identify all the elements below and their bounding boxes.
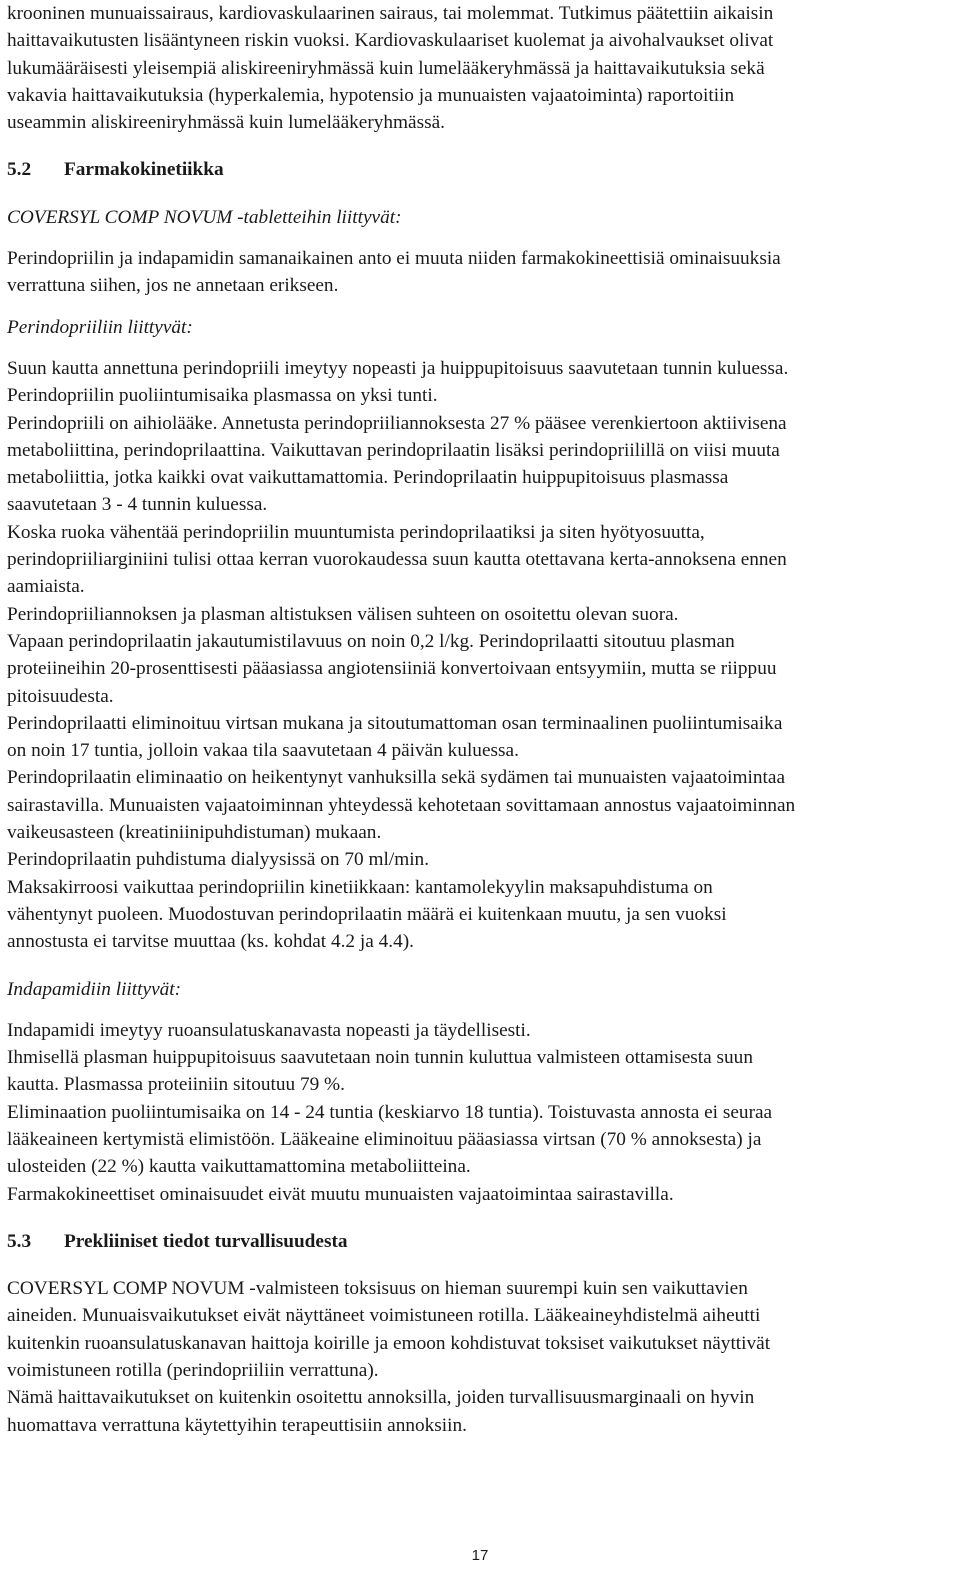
combination-paragraph	[7, 245, 952, 300]
section-heading-5-3	[7, 1228, 952, 1255]
text-line: Eliminaation puoliintumisaika on 14 - 24 tuntia (keskiarvo 18 tuntia). Toistuvasta annosta ei seuraa	[7, 1101, 773, 1123]
text-line: pitoisuudesta.	[7, 685, 114, 707]
text-line: vähentynyt puoleen. Muodostuvan perindoprilaatin määrä ei kuitenkaan muutu, ja sen vuoksi	[7, 903, 727, 925]
text-line: kuitenkin ruoansulatuskanavan haittoja koirille ja emoon kohdistuvat toksiset vaikutukset näyttivät	[7, 1332, 771, 1354]
text-line: Suun kautta annettuna perindopriili imeytyy nopeasti ja huippupitoisuus saavutetaan tunnin kuluessa.	[7, 357, 789, 379]
text-line: saavutetaan 3 - 4 tunnin kuluessa.	[7, 494, 268, 516]
section-title: Prekliiniset tiedot turvallisuudesta	[64, 1230, 348, 1252]
text-line: vakavia haittavaikutuksia (hyperkalemia, hypotensio ja munuaisten vajaatoiminta) raportoitiin	[7, 84, 735, 106]
indapamide-paragraph	[7, 1017, 952, 1208]
document-page	[7, 0, 952, 1439]
text-line: aamiaista.	[7, 576, 85, 598]
text-line: proteiineihin 20-prosenttisesti pääasiassa angiotensiiniä konvertoivaan entsyymiin, mutta se riippuu	[7, 658, 777, 680]
text-line: Farmakokineettiset ominaisuudet eivät muutu munuaisten vajaatoimintaa sairastavilla.	[7, 1183, 674, 1205]
text-line: Perindopriili on aihiolääke. Annetusta perindopriiliannoksesta 27 % pääsee verenkiertoon aktiivisena	[7, 412, 787, 434]
text-line: Ihmisellä plasman huippupitoisuus saavutetaan noin tunnin kuluttua valmisteen ottamisesta suun	[7, 1047, 753, 1069]
text-line: Indapamidi imeytyy ruoansulatuskanavasta nopeasti ja täydellisesti.	[7, 1019, 531, 1041]
text-line: ulosteiden (22 %) kautta vaikuttamattomina metaboliitteina.	[7, 1156, 471, 1178]
text-line: Perindopriiliannoksen ja plasman altistuksen välisen suhteen on osoitettu olevan suora.	[7, 603, 679, 625]
text-line: Perindoprilaatin puhdistuma dialyysissä on 70 ml/min.	[7, 849, 430, 871]
section-title: Farmakokinetiikka	[64, 159, 224, 181]
preclinical-paragraph	[7, 1275, 952, 1439]
subheading-perindopril: Perindopriiliin liittyvät:	[7, 316, 193, 338]
text-line: haittavaikutusten lisääntyneen riskin vuoksi. Kardiovaskulaariset kuolemat ja aivohalvaukset olivat	[7, 30, 774, 52]
text-line: useammin aliskireeniryhmässä kuin lumelääkeryhmässä.	[7, 112, 445, 134]
text-line: Perindoprilaatti eliminoituu virtsan mukana ja sitoutumattoman osan terminaalinen puoliintumisaika	[7, 712, 783, 734]
text-line: COVERSYL COMP NOVUM -valmisteen toksisuus on hieman suurempi kuin sen vaikuttavien	[7, 1278, 748, 1300]
text-line: kautta. Plasmassa proteiiniin sitoutuu 79 %.	[7, 1074, 345, 1096]
text-line: lääkeaineen kertymistä elimistöön. Lääkeaine eliminoituu pääasiassa virtsan (70 % annoksesta) ja	[7, 1128, 762, 1150]
text-line: Koska ruoka vähentää perindopriilin muuntumista perindoprilaatiksi ja siten hyötyosuutta,	[7, 521, 705, 543]
text-line: Nämä haittavaikutukset on kuitenkin osoitettu annoksilla, joiden turvallisuusmarginaali on hyvin	[7, 1387, 755, 1409]
text-line: lukumääräisesti yleisempiä aliskireeniryhmässä kuin lumelääkeryhmässä ja haittavaikutuksia sekä	[7, 57, 765, 79]
text-line: Maksakirroosi vaikuttaa perindopriilin kinetiikkaan: kantamolekyylin maksapuhdistuma on	[7, 876, 713, 898]
text-line: aineiden. Munuaisvaikutukset eivät näyttäneet voimistuneen rotilla. Lääkeaineyhdistelmä aiheutti	[7, 1305, 761, 1327]
text-line: Perindopriilin ja indapamidin samanaikainen anto ei muuta niiden farmakokineettisiä ominaisuuksia	[7, 248, 781, 270]
text-line: perindopriiliarginiini tulisi ottaa kerran vuorokaudessa suun kautta otettavana kerta-annoksena ennen	[7, 549, 787, 571]
text-line: on noin 17 tuntia, jolloin vakaa tila saavutetaan 4 päivän kuluessa.	[7, 740, 519, 762]
text-line: voimistuneen rotilla (perindopriiliin verrattuna).	[7, 1360, 379, 1382]
text-line: Perindopriilin puoliintumisaika plasmassa on yksi tunti.	[7, 385, 438, 407]
intro-paragraph	[7, 0, 952, 136]
section-number: 5.3	[7, 1230, 32, 1252]
page-number: 17	[471, 1547, 489, 1564]
text-line: verrattuna siihen, jos ne annetaan erikseen.	[7, 275, 339, 297]
section-heading-5-2	[7, 156, 952, 183]
text-line: Perindoprilaatin eliminaatio on heikentynyt vanhuksilla sekä sydämen tai munuaisten vajaatoimintaa	[7, 767, 786, 789]
text-line: metaboliittina, perindoprilaattina. Vaikuttavan perindoprilaatin lisäksi perindopriilillä on viisi muuta	[7, 439, 780, 461]
text-line: metaboliittia, jotka kaikki ovat vaikuttamattomia. Perindoprilaatin huippupitoisuus plasmassa	[7, 467, 729, 489]
text-line: Vapaan perindoprilaatin jakautumistilavuus on noin 0,2 l/kg. Perindoprilaatti sitoutuu plasman	[7, 630, 735, 652]
text-line: huomattava verrattuna käytettyihin terapeuttisiin annoksiin.	[7, 1414, 467, 1436]
text-line: sairastavilla. Munuaisten vajaatoiminnan yhteydessä kehotetaan sovittamaan annostus vajaatoiminnan	[7, 794, 796, 816]
subheading-indapamide: Indapamidiin liittyvät:	[7, 978, 182, 1000]
text-line: annostusta ei tarvitse muuttaa (ks. kohdat 4.2 ja 4.4).	[7, 931, 414, 953]
subheading-combination: COVERSYL COMP NOVUM -tabletteihin liittyvät:	[7, 206, 402, 228]
text-line: vaikeusasteen (kreatiniinipuhdistuman) mukaan.	[7, 822, 382, 844]
section-number: 5.2	[7, 159, 32, 181]
perindopril-paragraph	[7, 355, 952, 956]
text-line: krooninen munuaissairaus, kardiovaskulaarinen sairaus, tai molemmat. Tutkimus päätettiin aikaisin	[7, 3, 774, 24]
